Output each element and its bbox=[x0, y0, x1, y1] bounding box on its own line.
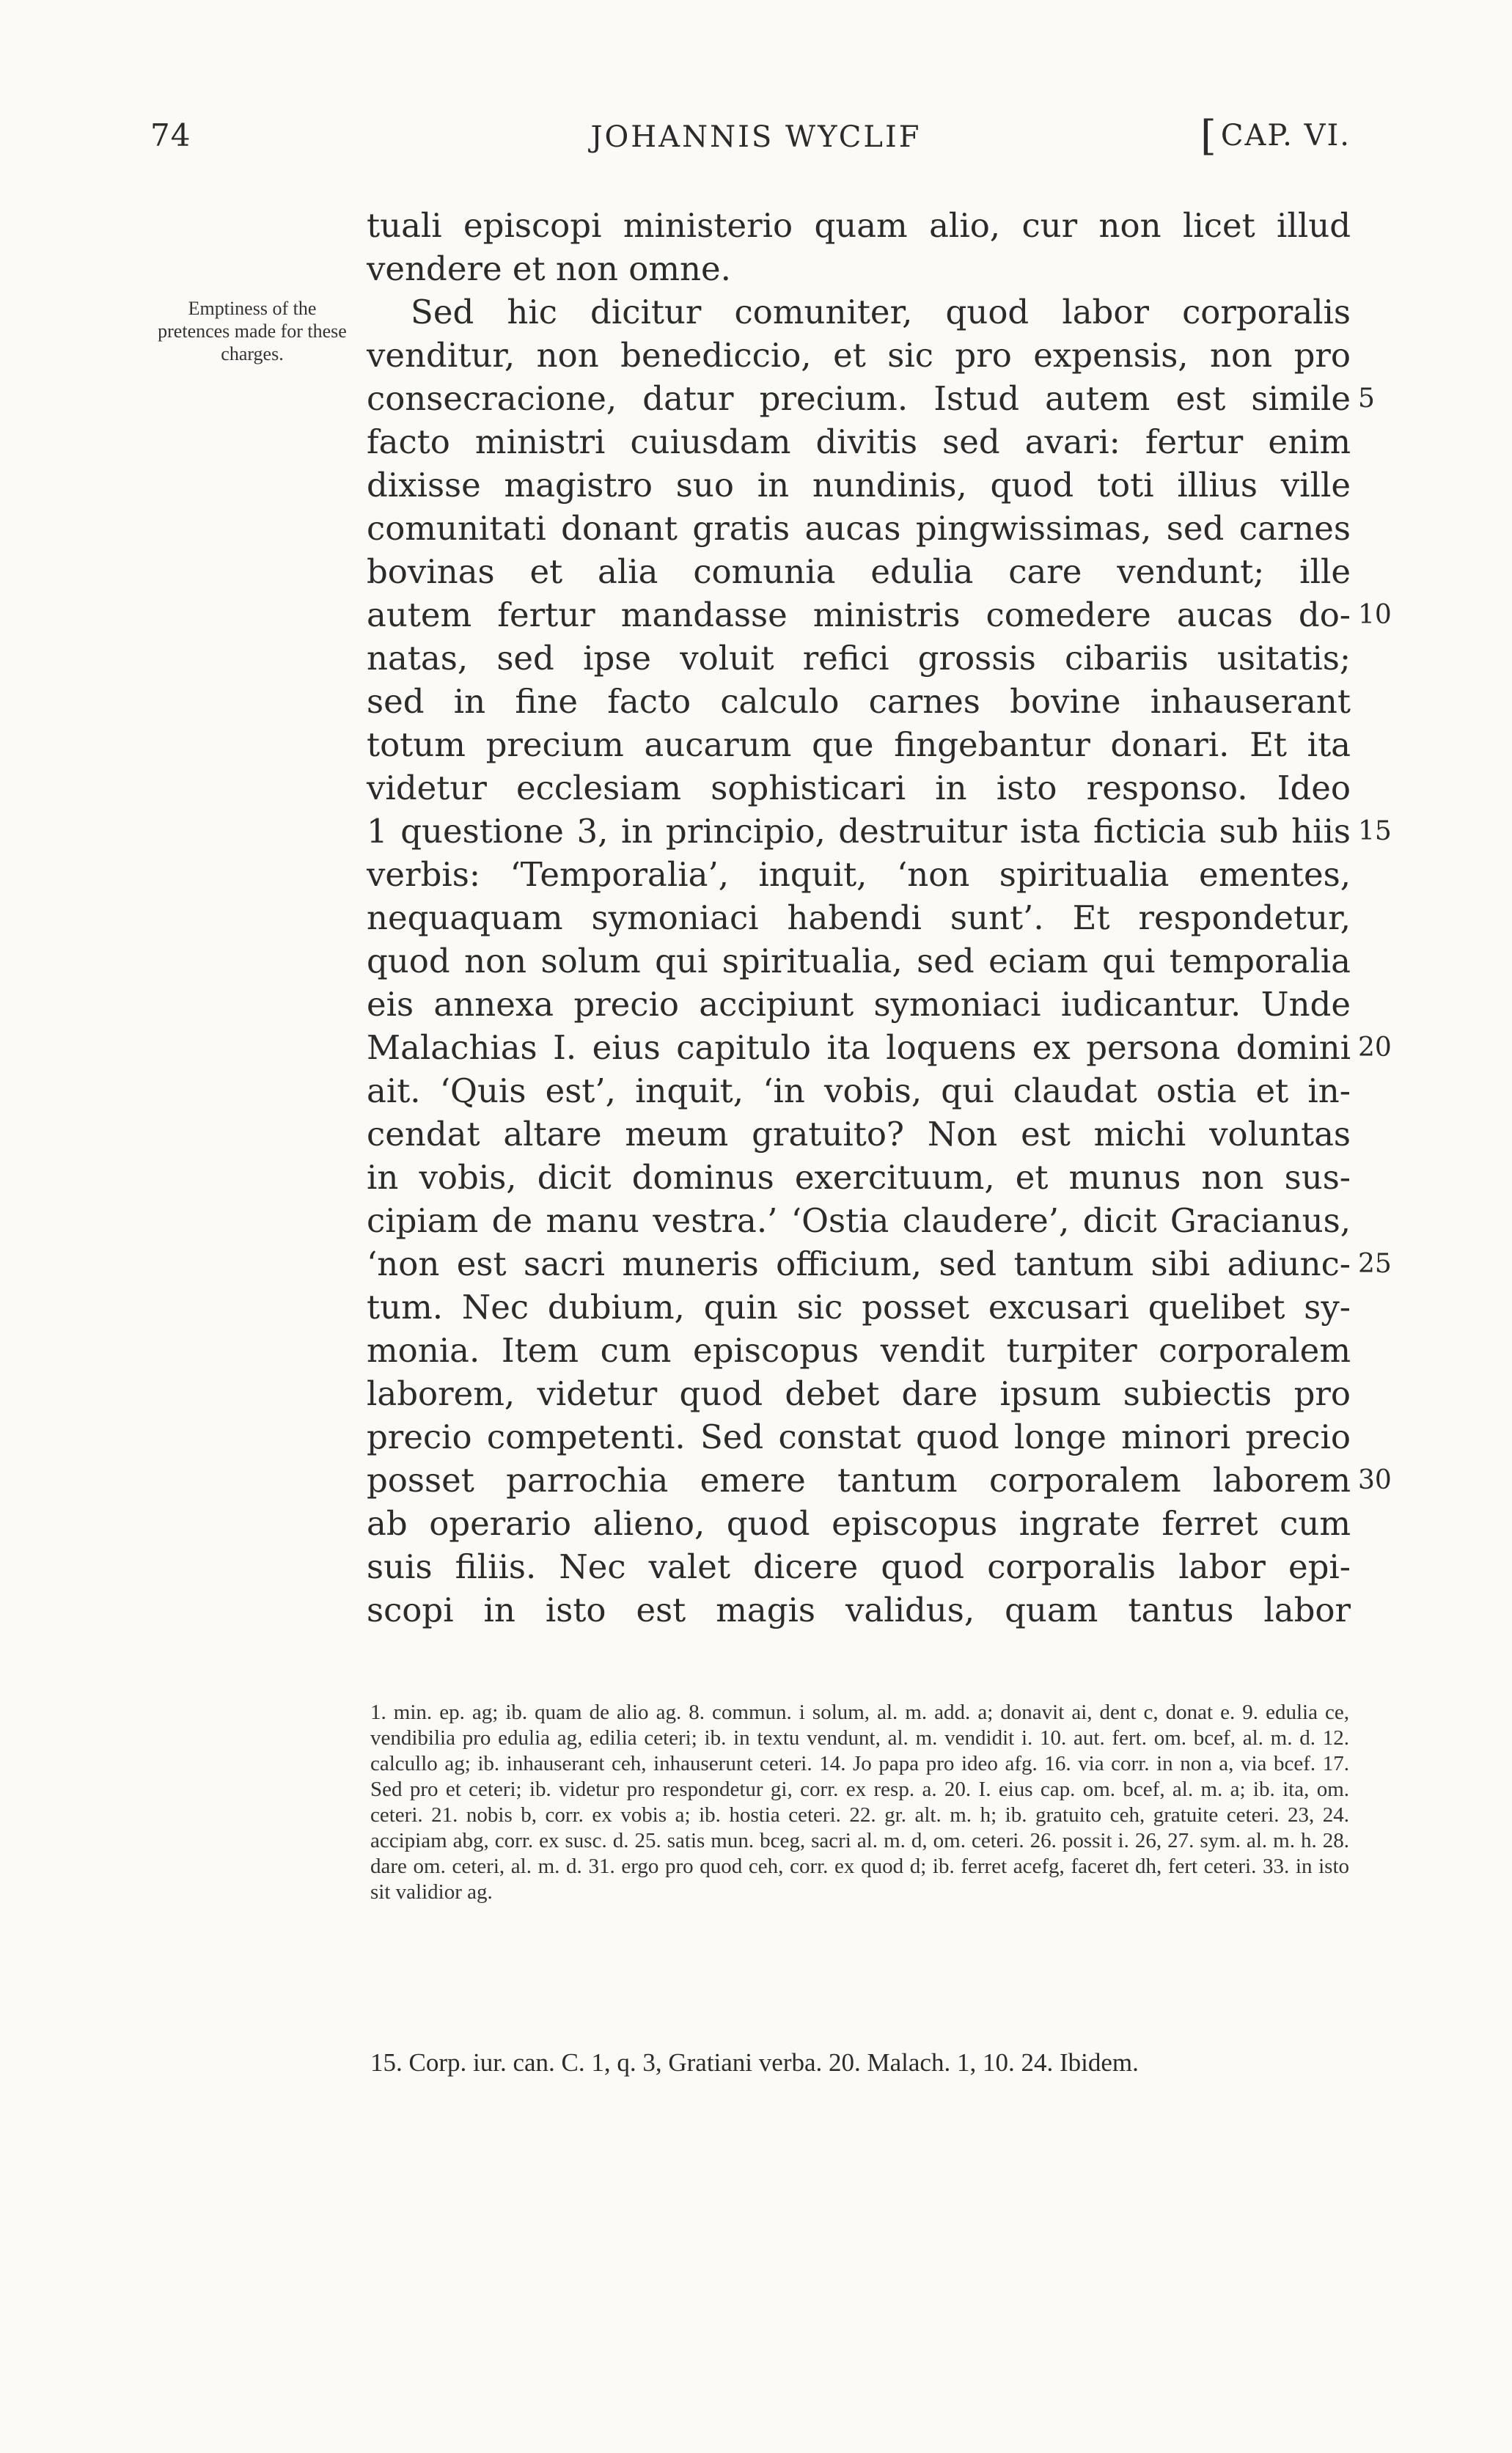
text-line bbox=[367, 853, 1351, 896]
text-line bbox=[367, 1588, 1351, 1632]
text-line-content: posset parrochia emere tantum corporalem laborem bbox=[367, 1461, 1351, 1500]
text-line bbox=[367, 550, 1351, 593]
text-line bbox=[367, 766, 1351, 810]
line-number: 30 bbox=[1358, 1465, 1392, 1495]
main-text bbox=[367, 204, 1392, 1632]
text-line-content: 1 questione 3, in principio, destruitur ista ficticia sub hiis bbox=[367, 812, 1351, 851]
text-line bbox=[367, 463, 1351, 507]
marginal-note: Emptiness of the pretences made for these charges. bbox=[158, 298, 347, 364]
text-line bbox=[367, 290, 1351, 334]
text-line bbox=[367, 1242, 1392, 1286]
text-line bbox=[367, 593, 1392, 637]
text-line-content: ab operario alieno, quod episcopus ingrate ferret cum bbox=[367, 1504, 1351, 1543]
text-line bbox=[367, 1156, 1351, 1199]
text-line bbox=[367, 983, 1351, 1026]
line-number: 5 bbox=[1358, 384, 1375, 414]
text-line-content: ‘non est sacri muneris officium, sed tantum sibi adiunc- bbox=[367, 1244, 1351, 1283]
text-line bbox=[367, 1026, 1392, 1069]
text-line-content: autem fertur mandasse ministris comedere aucas do- bbox=[367, 595, 1351, 634]
text-line bbox=[367, 1329, 1351, 1372]
text-line-content: dixisse magistro suo in nundinis, quod toti illius ville bbox=[367, 466, 1351, 505]
page-number: 74 bbox=[150, 117, 191, 153]
text-line bbox=[367, 377, 1375, 420]
text-line-content: laborem, videtur quod debet dare ipsum subiectis pro bbox=[367, 1374, 1351, 1413]
text-line-content: sed in fine facto calculo carnes bovine inhauserant bbox=[367, 682, 1351, 721]
text-line bbox=[367, 1459, 1392, 1502]
text-line-content: comunitati donant gratis aucas pingwissimas, sed carnes bbox=[367, 509, 1351, 548]
text-line-content: Malachias I. eius capitulo ita loquens ex persona domini bbox=[367, 1028, 1351, 1067]
text-line bbox=[367, 1069, 1351, 1112]
text-line-content: quod non solum qui spiritualia, sed eciam qui temporalia bbox=[367, 942, 1351, 980]
line-number: 20 bbox=[1358, 1033, 1392, 1063]
text-line-content: natas, sed ipse voluit refici grossis cibariis usitatis; bbox=[367, 639, 1351, 678]
text-line bbox=[367, 1545, 1351, 1588]
text-line bbox=[367, 204, 1351, 247]
text-line-content: precio competenti. Sed constat quod longe minori precio bbox=[367, 1418, 1351, 1456]
text-line-content: venditur, non benediccio, et sic pro expensis, non pro bbox=[367, 336, 1351, 375]
text-line bbox=[367, 1286, 1351, 1329]
text-line-content: suis filiis. Nec valet dicere quod corporalis labor epi- bbox=[367, 1547, 1351, 1586]
text-line bbox=[367, 1112, 1351, 1156]
source-notes: 15. Corp. iur. can. C. 1, q. 3, Gratiani verba. 20. Malach. 1, 10. 24. Ibidem. bbox=[370, 2048, 1139, 2077]
text-line bbox=[367, 637, 1351, 680]
line-number: 15 bbox=[1358, 816, 1392, 846]
text-line bbox=[367, 1415, 1351, 1459]
text-line bbox=[367, 939, 1351, 983]
text-line-content: vendere et non omne. bbox=[367, 249, 731, 288]
text-line-content: bovinas et alia comunia edulia care vendunt; ille bbox=[367, 552, 1351, 591]
text-line-content: in vobis, dicit dominus exercituum, et munus non sus- bbox=[367, 1158, 1351, 1197]
text-line-content: cipiam de manu vestra.’ ‘Ostia claudere’, dicit Gracianus, bbox=[367, 1201, 1351, 1240]
text-line-content: totum precium aucarum que fingebantur donari. Et ita bbox=[367, 725, 1351, 764]
text-line-content: tuali episcopi ministerio quam alio, cur non licet illud bbox=[367, 206, 1351, 245]
text-line-content: cendat altare meum gratuito? Non est michi voluntas bbox=[367, 1115, 1351, 1154]
running-header bbox=[0, 112, 1512, 161]
text-line bbox=[367, 507, 1351, 550]
text-line bbox=[367, 1502, 1351, 1545]
text-line-content: nequaquam symoniaci habendi sunt’. Et respondetur, bbox=[367, 898, 1351, 937]
text-line-content: tum. Nec dubium, quin sic posset excusari quelibet sy- bbox=[367, 1288, 1351, 1327]
text-line bbox=[367, 420, 1351, 463]
line-number: 25 bbox=[1358, 1249, 1392, 1279]
chapter-reference bbox=[1200, 112, 1351, 160]
line-number: 10 bbox=[1358, 600, 1392, 630]
text-line-content: scopi in isto est magis validus, quam tantus labor bbox=[367, 1591, 1351, 1629]
text-line bbox=[367, 1372, 1351, 1415]
text-line-content: monia. Item cum episcopus vendit turpiter corporalem bbox=[367, 1331, 1351, 1370]
text-line bbox=[367, 896, 1351, 939]
text-line-content: consecracione, datur precium. Istud autem est simile bbox=[367, 379, 1351, 418]
text-line-content: videtur ecclesiam sophisticari in isto responso. Ideo bbox=[367, 769, 1351, 807]
chapter-label: CAP. VI. bbox=[1220, 119, 1351, 153]
text-line-content: verbis: ‘Temporalia’, inquit, ‘non spiritualia ementes, bbox=[367, 855, 1351, 894]
text-line bbox=[367, 723, 1351, 766]
bracket-glyph: [ bbox=[1200, 112, 1218, 160]
text-line-content: Sed hic dicitur comuniter, quod labor corporalis bbox=[411, 293, 1351, 331]
text-line bbox=[367, 680, 1351, 723]
text-line-content: facto ministri cuiusdam divitis sed avari: fertur enim bbox=[367, 422, 1351, 461]
text-line bbox=[367, 334, 1351, 377]
text-line-content: eis annexa precio accipiunt symoniaci iudicantur. Unde bbox=[367, 985, 1351, 1024]
running-title: JOHANNIS WYCLIF bbox=[590, 120, 922, 154]
text-line bbox=[367, 810, 1392, 853]
text-line bbox=[367, 1199, 1351, 1242]
critical-apparatus: 1. min. ep. ag; ib. quam de alio ag. 8. commun. i solum, al. m. add. a; donavit ai, dent c, donat e. 9. edulia ce, vendibilia pro edulia ag, edilia ceteri; ib. in textu vendunt, al. m. vendidit i. 10. aut. fert. om. bcef, al. m. d. 12. calcullo ag; ib. inhauserant ceh, inhauserunt ceteri. 14. Jo papa pro ideo afg. 16. via corr. in non a, via bcef. 17. Sed pro et ceteri; ib. videtur pro respondetur gi, corr. ex resp. a. 20. I. eius cap. om. bcef, al. m. a; ib. ita, om. ceteri. 21. nobis b, corr. ex vobis a; ib. hostia ceteri. 22. gr. alt. m. h; ib. gratuito ceh, gratuite ceteri. 23, 24. accipiam abg, corr. ex susc. d. 25. satis mun. bceg, sacri al. m. d, om. ceteri. 26. possit i. 26, 27. sym. al. m. h. 28. dare om. ceteri, al. m. d. 31. ergo pro quod ceh, corr. ex quod d; ib. ferret acefg, faceret dh, fert ceteri. 33. in isto sit validior ag. bbox=[370, 1701, 1349, 1904]
text-line-content: ait. ‘Quis est’, inquit, ‘in vobis, qui claudat ostia et in- bbox=[367, 1071, 1351, 1110]
text-line bbox=[367, 247, 1351, 290]
